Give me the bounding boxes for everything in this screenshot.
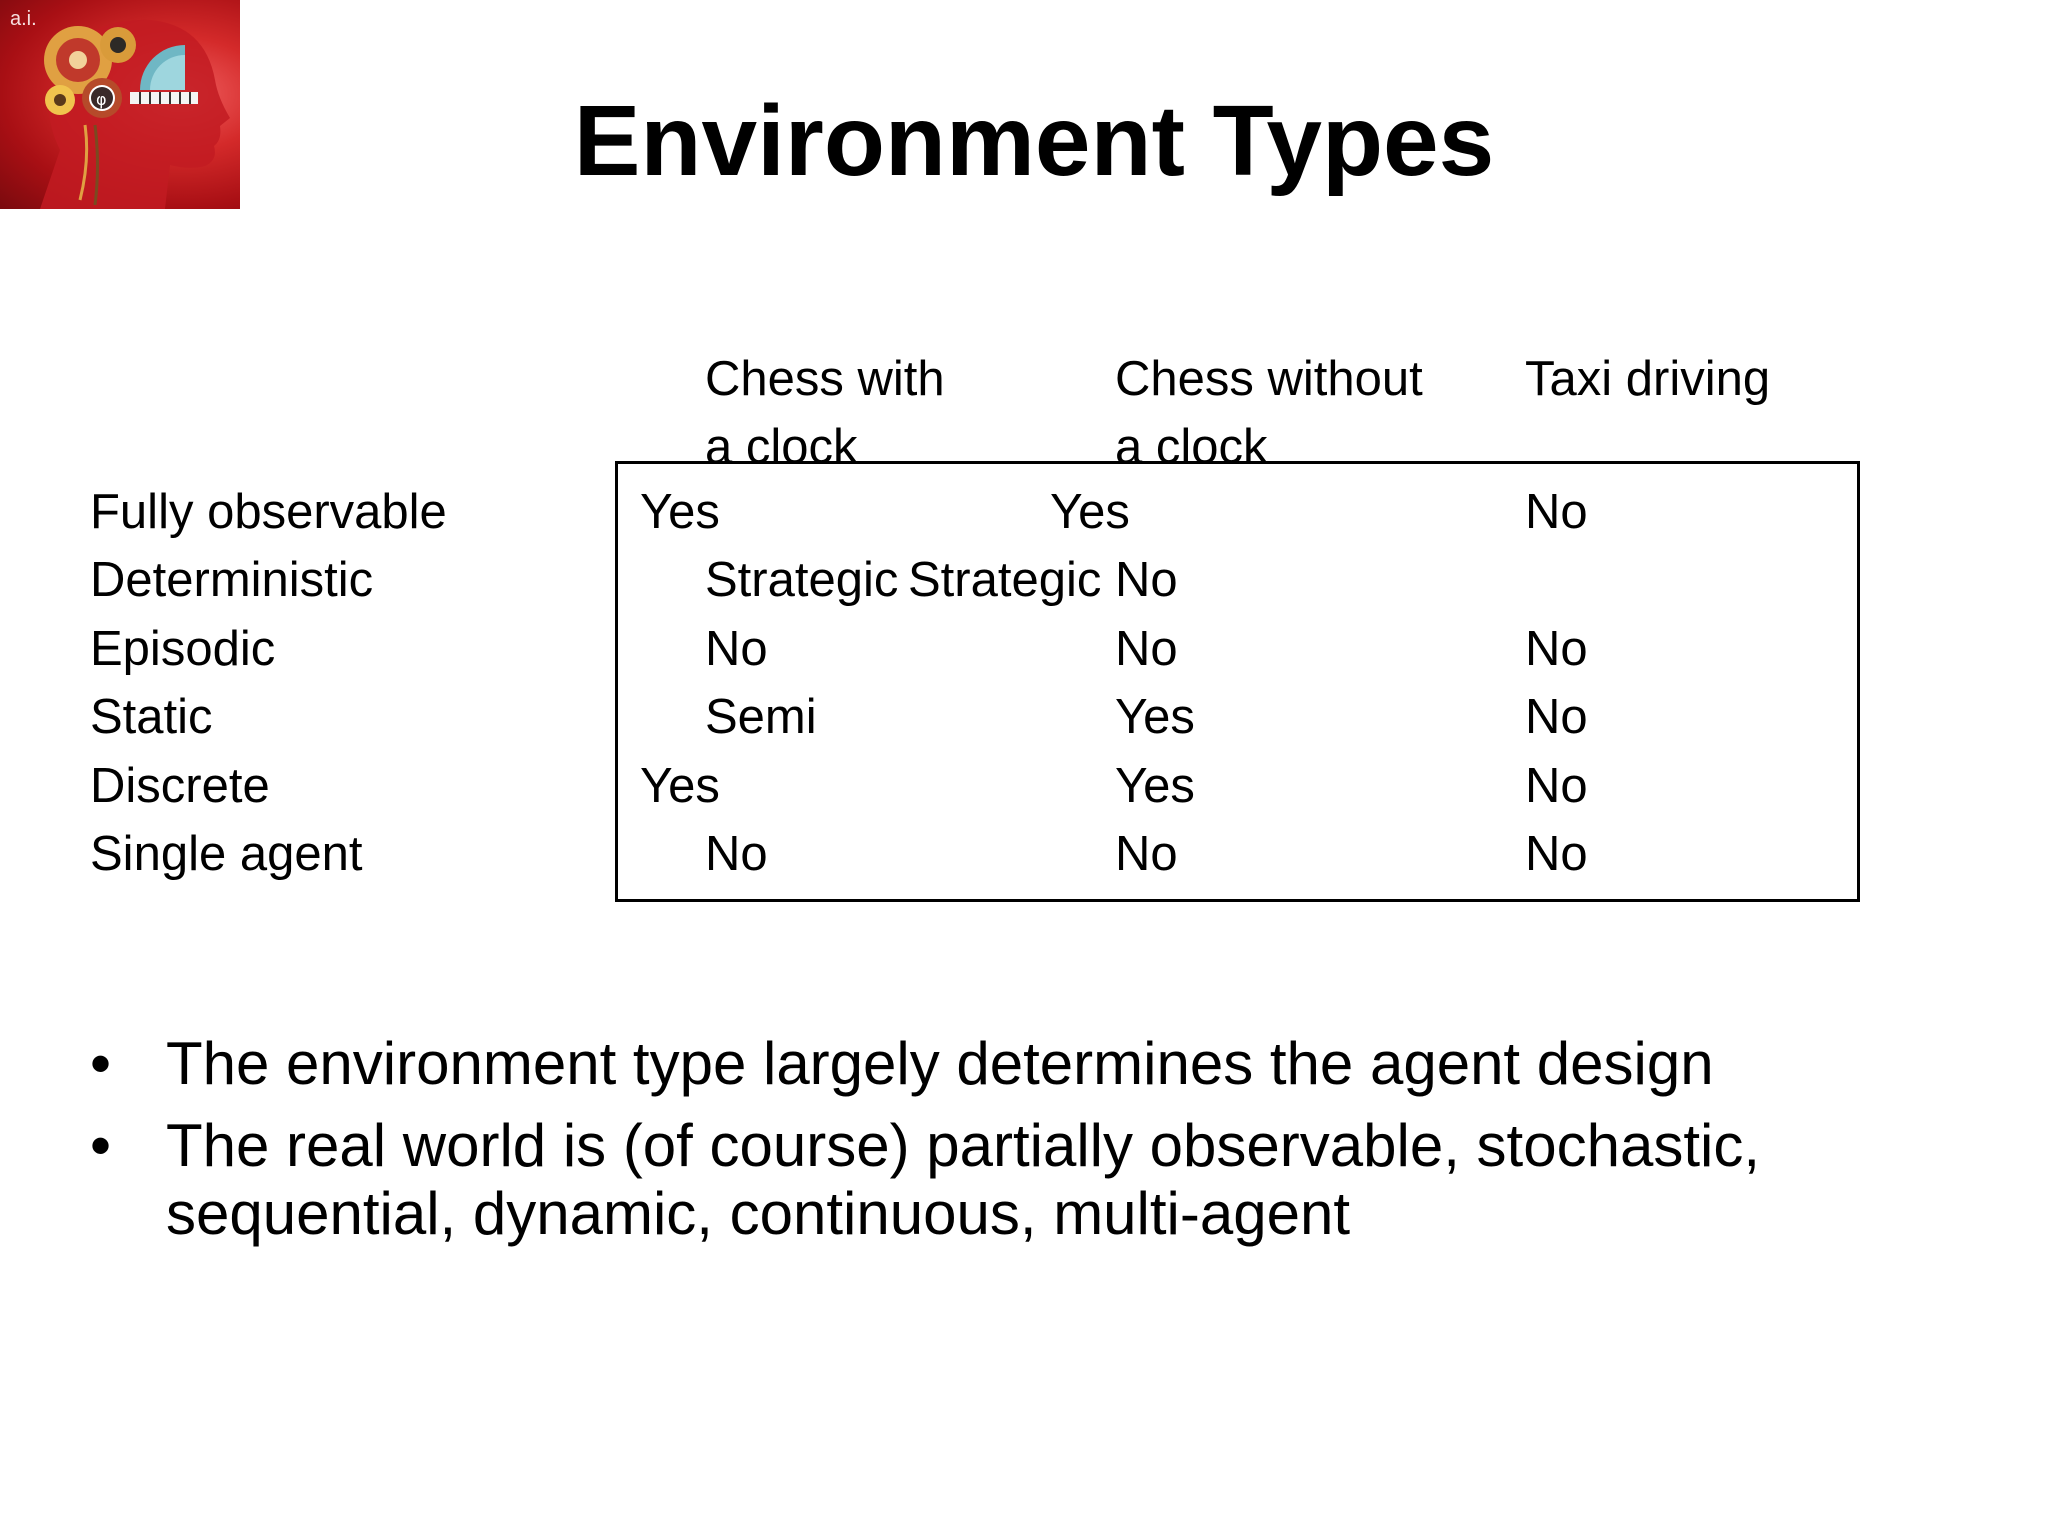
table-cell: No — [1115, 827, 1178, 881]
column-header-line: Chess without — [1115, 352, 1423, 406]
bullet-icon: • — [90, 1112, 112, 1179]
table-cell: No — [1115, 553, 1178, 607]
bullet-icon: • — [90, 1030, 112, 1097]
row-label-fully-observable: Fully observable — [90, 485, 447, 539]
row-label-single-agent: Single agent — [90, 827, 363, 881]
bullet-text: The environment type largely determines the agent design — [166, 1030, 1714, 1097]
bullet-item — [90, 1112, 1990, 1248]
table-cell: Yes — [640, 485, 720, 539]
table-cell: Strategic — [705, 553, 899, 607]
bullet-list — [90, 1030, 1990, 1262]
bullet-item — [90, 1030, 1990, 1098]
column-header-line: a clock — [705, 420, 858, 474]
logo-tag: a.i. — [10, 8, 37, 30]
table-cell: No — [1525, 690, 1588, 744]
column-header-line: Chess with — [705, 352, 945, 406]
table-cell: No — [1525, 622, 1588, 676]
row-label-deterministic: Deterministic — [90, 553, 374, 607]
table-cell: Yes — [1050, 485, 1130, 539]
table-cell: Semi — [705, 690, 817, 744]
table-cell: No — [1525, 759, 1588, 813]
column-header-line: Taxi driving — [1525, 352, 1771, 406]
table-cell: No — [1115, 622, 1178, 676]
table-cell: Strategic — [908, 553, 1102, 607]
row-label-discrete: Discrete — [90, 759, 270, 813]
row-label-episodic: Episodic — [90, 622, 276, 676]
row-label-static: Static — [90, 690, 213, 744]
table-border — [615, 461, 1860, 902]
column-header-taxi-driving — [1525, 345, 1770, 413]
slide-title: Environment Types — [573, 85, 1495, 197]
table-cell: No — [1525, 485, 1588, 539]
column-header-line: a clock — [1115, 420, 1268, 474]
table-cell: Yes — [1115, 690, 1195, 744]
table-cell: No — [705, 622, 768, 676]
bullet-text: The real world is (of course) partially observable, stochastic, sequential, dynamic, continuous, multi-agent — [166, 1112, 1760, 1247]
table-cell: Yes — [1115, 759, 1195, 813]
svg-text:φ: φ — [96, 90, 107, 109]
table-cell: No — [1525, 827, 1588, 881]
table-cell: Yes — [640, 759, 720, 813]
table-cell: No — [705, 827, 768, 881]
